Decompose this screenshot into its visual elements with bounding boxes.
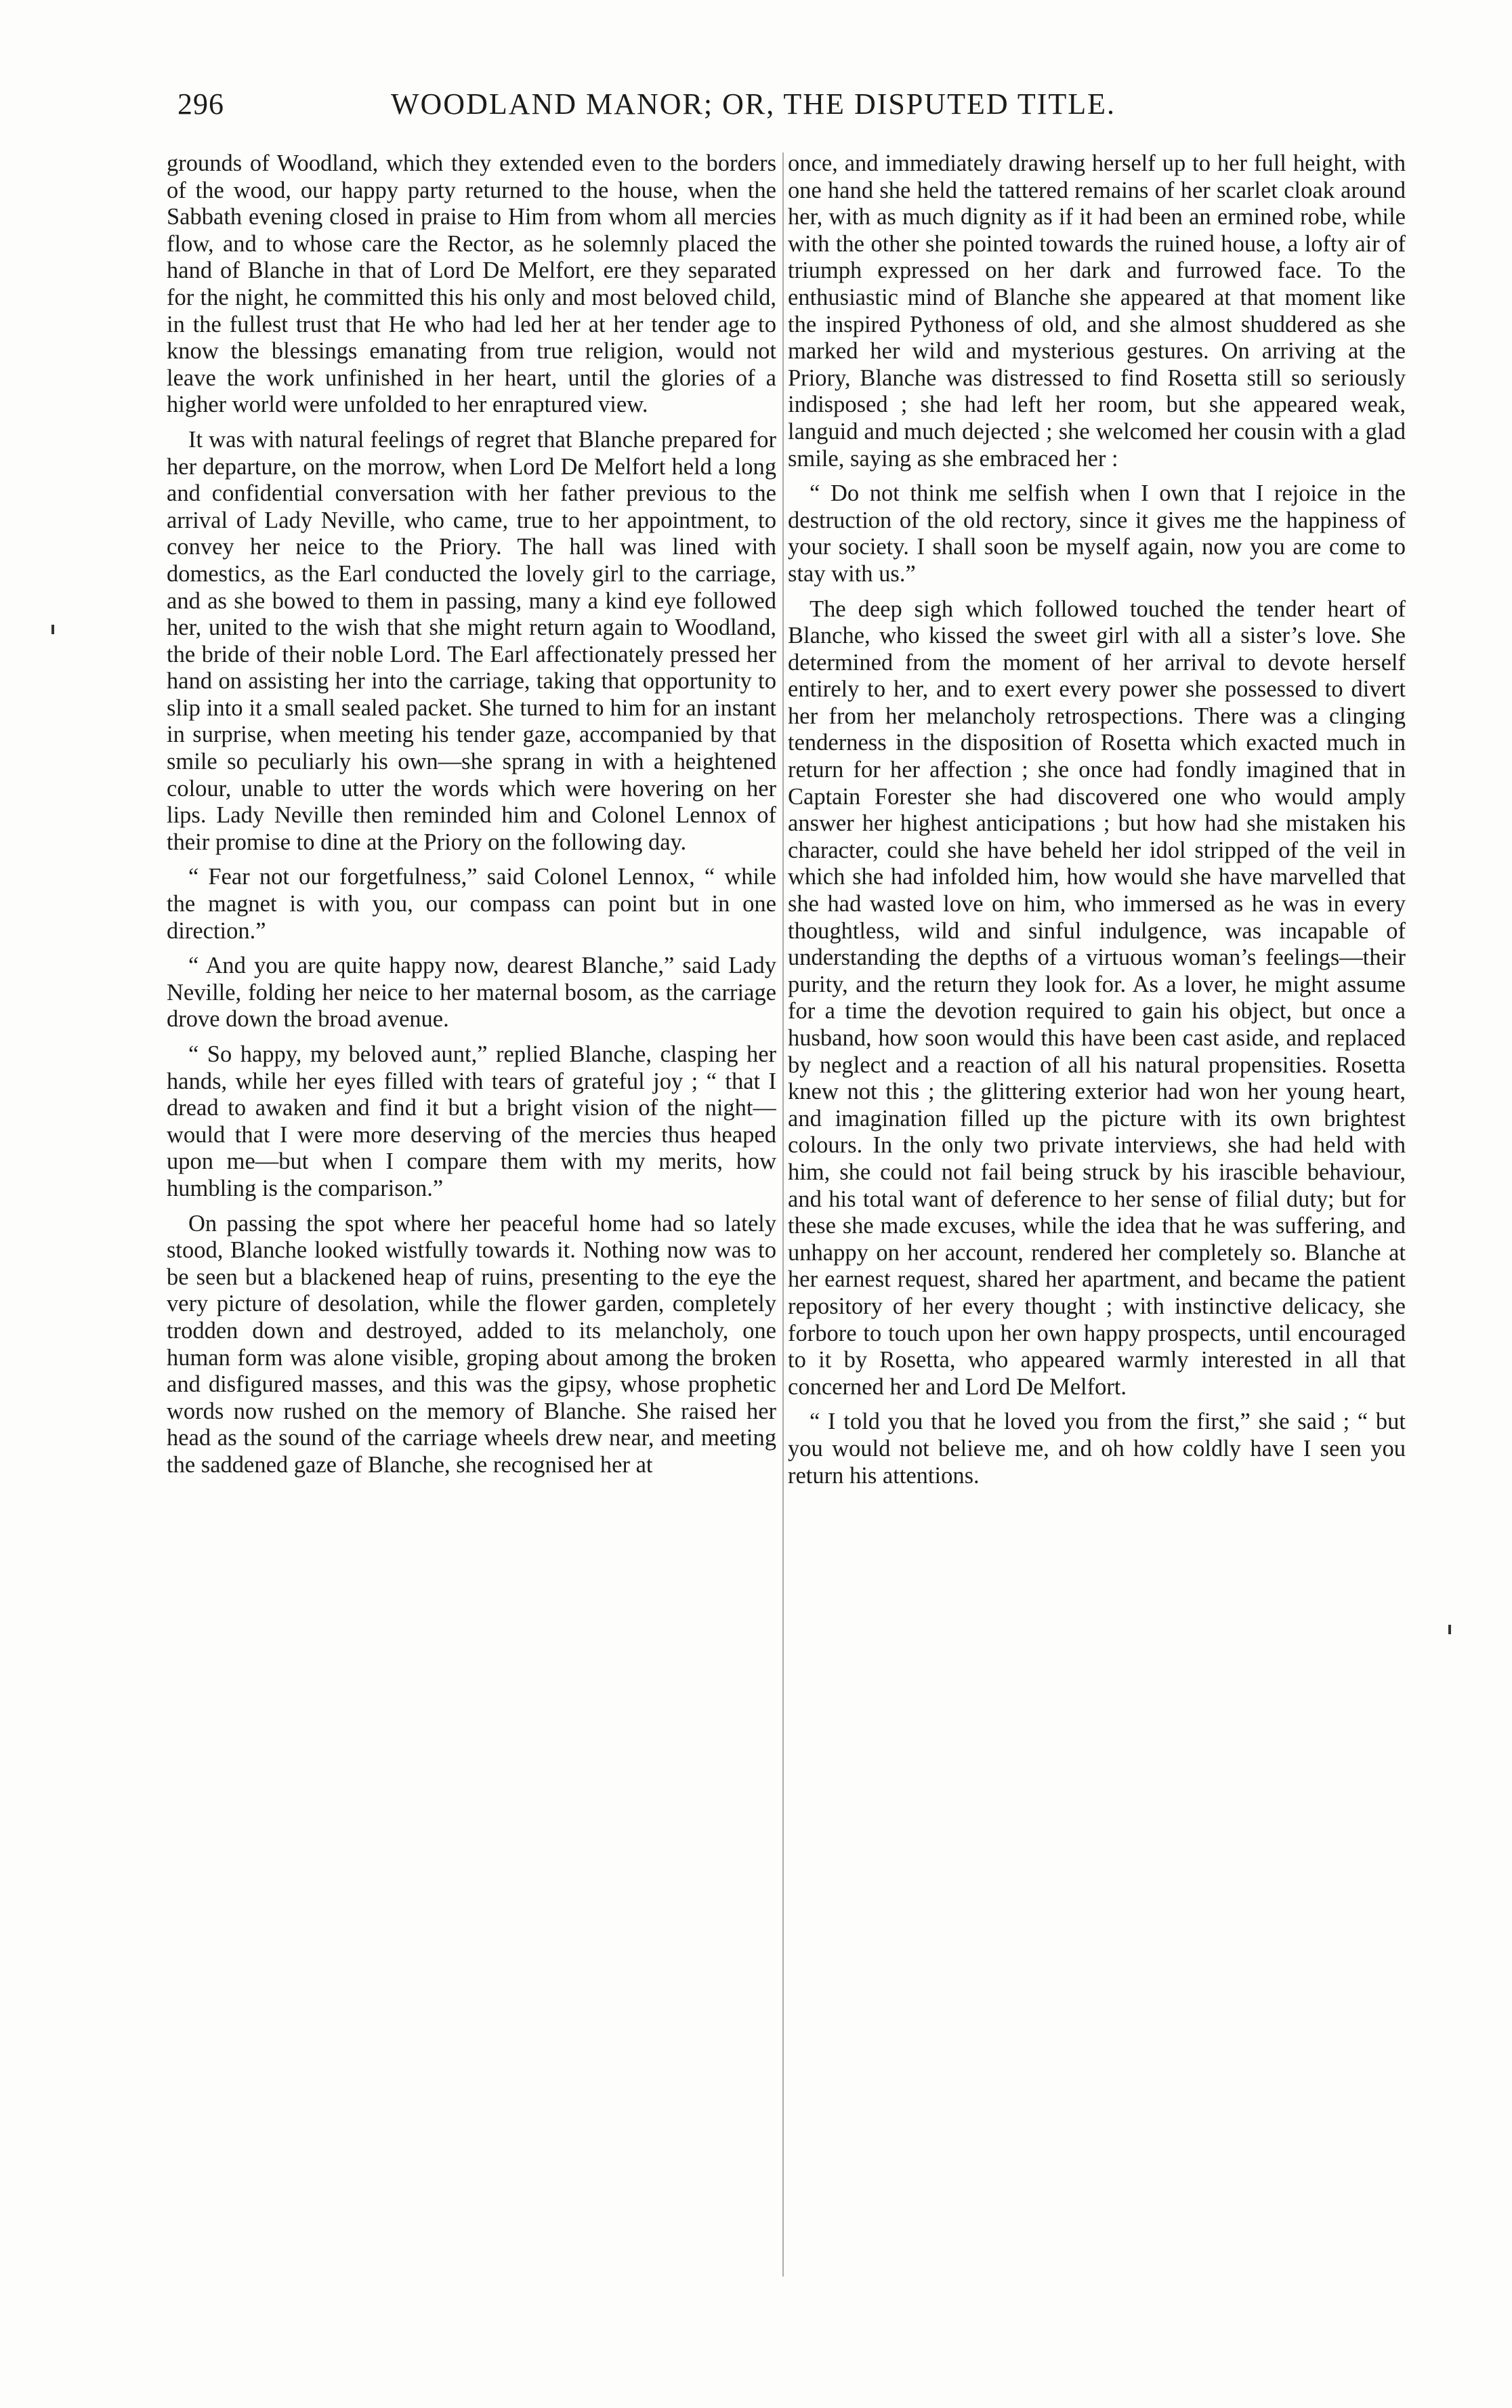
right-column <box>788 150 1406 2319</box>
paragraph: “ So happy, my beloved aunt,” replied Blanche, clasping her hands, while her eyes filled with tears of grateful joy ; “ that I dread to awaken and find it but a bright vision of the night—would that I were more deserving of the mercies thus heaped upon me—but when I compare them with my merits, how humbling is the comparison.” <box>167 1041 776 1201</box>
page-header <box>177 87 1410 134</box>
paragraph: “ Fear not our forgetfulness,” said Colonel Lennox, “ while the magnet is with you, our compass can point but in one direction.” <box>167 864 776 944</box>
paragraph: “ Do not think me selfish when I own that I rejoice in the destruction of the old rectory, since it gives me the happiness of your society. I shall soon be myself again, now you are come to stay with us.” <box>788 480 1406 587</box>
paragraph: It was with natural feelings of regret that Blanche prepared for her departure, on the morrow, when Lord De Melfort held a long and confidential conversation with her father previous to the arrival of Lady Neville, who came, true to her appointment, to convey her neice to the Priory. The hall was lined with domestics, as the Earl conducted the lovely girl to the carriage, and as she bowed to them in passing, many a kind eye followed her, united to the wish that she might return again to Woodland, the bride of their noble Lord. The Earl affectionately pressed her hand on assisting her into the carriage, taking that opportunity to slip into it a small sealed packet. She turned to him for an instant in surprise, when meeting his tender gaze, accompanied by that smile so peculiarly his own—she sprang in with a heightened colour, unable to utter the words which were hovering on her lips. Lady Neville then reminded him and Colonel Lennox of their promise to dine at the Priory on the following day. <box>167 426 776 855</box>
page-number: 296 <box>177 87 224 121</box>
paragraph: grounds of Woodland, which they extended even to the borders of the wood, our happy party returned to the house, when the Sabbath evening closed in praise to Him from whom all mercies flow, and to whose care the Rector, as he solemnly placed the hand of Blanche in that of Lord De Melfort, ere they separated for the night, he committed this his only and most beloved child, in the fullest trust that He who had led her at her tender age to know the blessings emanating from true religion, would not leave the work unfinished in her heart, until the glories of a higher world were unfolded to her enraptured view. <box>167 150 776 418</box>
paragraph: “ I told you that he loved you from the first,” she said ; “ but you would not believe me, and oh how coldly have I seen you return his attentions. <box>788 1409 1406 1489</box>
paragraph: On passing the spot where her peaceful home had so lately stood, Blanche looked wistfully towards it. Nothing now was to be seen but a blackened heap of ruins, presenting to the eye the very picture of desolation, while the flower garden, completely trodden down and destroyed, added to its melancholy, one human form was alone visible, groping about among the broken and disfigured masses, and this was the gipsy, whose prophetic words now rushed on the memory of Blanche. She raised her head as the sound of the carriage wheels drew near, and meeting the saddened gaze of Blanche, she recognised her at <box>167 1210 776 1478</box>
column-divider <box>782 152 784 2277</box>
paragraph: once, and immediately drawing herself up to her full height, with one hand she held the tattered remains of her scarlet cloak around her, with as much dignity as if it had been an ermined robe, while with the other she pointed towards the ruined house, a lofty air of triumph expressed on her dark and furrowed face. To the enthusiastic mind of Blanche she appeared at that moment like the inspired Pythoness of old, and she almost shuddered as she marked her wild and mysterious gestures. On arriving at the Priory, Blanche was distressed to find Rosetta still so seriously indisposed ; she had left her room, but she appeared weak, languid and much dejected ; she welcomed her cousin with a glad smile, saying as she embraced her : <box>788 150 1406 472</box>
paragraph: “ And you are quite happy now, dearest Blanche,” said Lady Neville, folding her neice to her maternal bosom, as the carriage drove down the broad avenue. <box>167 953 776 1033</box>
running-title: WOODLAND MANOR; OR, THE DISPUTED TITLE. <box>391 87 1116 121</box>
print-speck <box>1448 1625 1451 1634</box>
left-column <box>167 150 776 2319</box>
print-speck <box>51 625 54 634</box>
paragraph: The deep sigh which followed touched the tender heart of Blanche, who kissed the sweet girl with all a sister’s love. She determined from the moment of her arrival to devote herself entirely to her, and to exert every power she possessed to divert her from her melancholy retrospections. There was a clinging tenderness in the disposition of Rosetta which exacted much in return for her affection ; she once had fondly imagined that in Captain Forester she had discovered one who would amply answer her highest anticipations ; but how had she mistaken his character, could she have beheld her idol stripped of the veil in which she had infolded him, how would she have marvelled that she had wasted love on him, who immersed as he was in every thoughtless, wild and sinful indulgence, was incapable of understanding the depths of a virtuous woman’s feelings—their purity, and the return they look for. As a lover, he might assume for a time the devotion required to gain his object, but once a husband, how soon would this have been cast aside, and replaced by neglect and a reaction of all his natural propensities. Rosetta knew not this ; the glittering exterior had won her young heart, and imagination filled up the picture with its own brightest colours. In the only two private interviews, she had held with him, she could not fail being struck by his irascible behaviour, and his total want of deference to her sense of filial duty; but for these she made excuses, while the idea that he was suffering, and unhappy on her account, rendered her completely so. Blanche at her earnest request, shared her apartment, and became the patient repository of her every thought ; with instinctive delicacy, she forbore to touch upon her own happy prospects, until encouraged to it by Rosetta, who appeared warmly interested in all that concerned her and Lord De Melfort. <box>788 596 1406 1400</box>
